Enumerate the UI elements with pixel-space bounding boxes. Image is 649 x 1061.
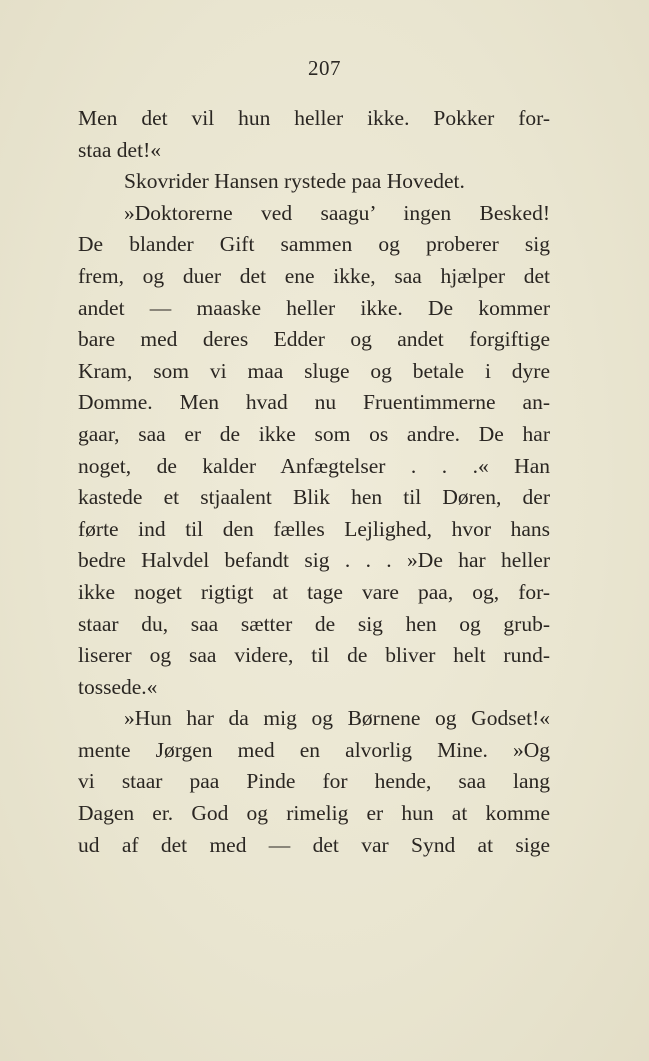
text-line: mente Jørgen med en alvorlig Mine. »Og [78, 737, 550, 762]
text-line: De blander Gift sammen og proberer sig [78, 232, 550, 257]
text-line: Men det vil hun heller ikke. Pokker for- [78, 106, 550, 130]
text-line: ud af det med — det var Synd at sige [78, 832, 550, 857]
text-line: vi staar paa Pinde for hende, saa lang [78, 769, 550, 794]
text-line: »Hun har da mig og Børnene og Godset!« [124, 706, 550, 731]
text-line: staa det!« [78, 137, 161, 162]
text-line: frem, og duer det ene ikke, saa hjælper det [78, 263, 550, 288]
text-line: tossede.« [78, 674, 158, 699]
text-line: noget, de kalder Anfægtelser . . .« Han [78, 453, 550, 478]
text-line: staar du, saa sætter de sig hen og grub- [78, 611, 550, 636]
text-line: »Doktorerne ved saagu’ ingen Besked! [124, 200, 550, 225]
text-line: andet — maaske heller ikke. De kommer [78, 295, 550, 320]
text-line: Dagen er. God og rimelig er hun at komme [78, 801, 550, 826]
text-line: gaar, saa er de ikke som os andre. De har [78, 421, 550, 446]
text-line: Kram, som vi maa sluge og betale i dyre [78, 358, 550, 383]
text-line: bare med deres Edder og andet forgiftige [78, 327, 550, 352]
text-line: Skovrider Hansen rystede paa Hovedet. [124, 169, 465, 194]
text-line: Domme. Men hvad nu Fruentimmerne an- [78, 390, 550, 415]
page-number: 207 [308, 56, 341, 80]
text-line: ikke noget rigtigt at tage vare paa, og, for- [78, 579, 550, 604]
text-line: førte ind til den fælles Lejlighed, hvor hans [78, 516, 550, 541]
text-line: liserer og saa videre, til de bliver helt rund- [78, 643, 550, 668]
text-line: bedre Halvdel befandt sig . . . »De har heller [78, 548, 550, 573]
body-text [78, 103, 550, 861]
text-line: kastede et stjaalent Blik hen til Døren, der [78, 485, 550, 510]
